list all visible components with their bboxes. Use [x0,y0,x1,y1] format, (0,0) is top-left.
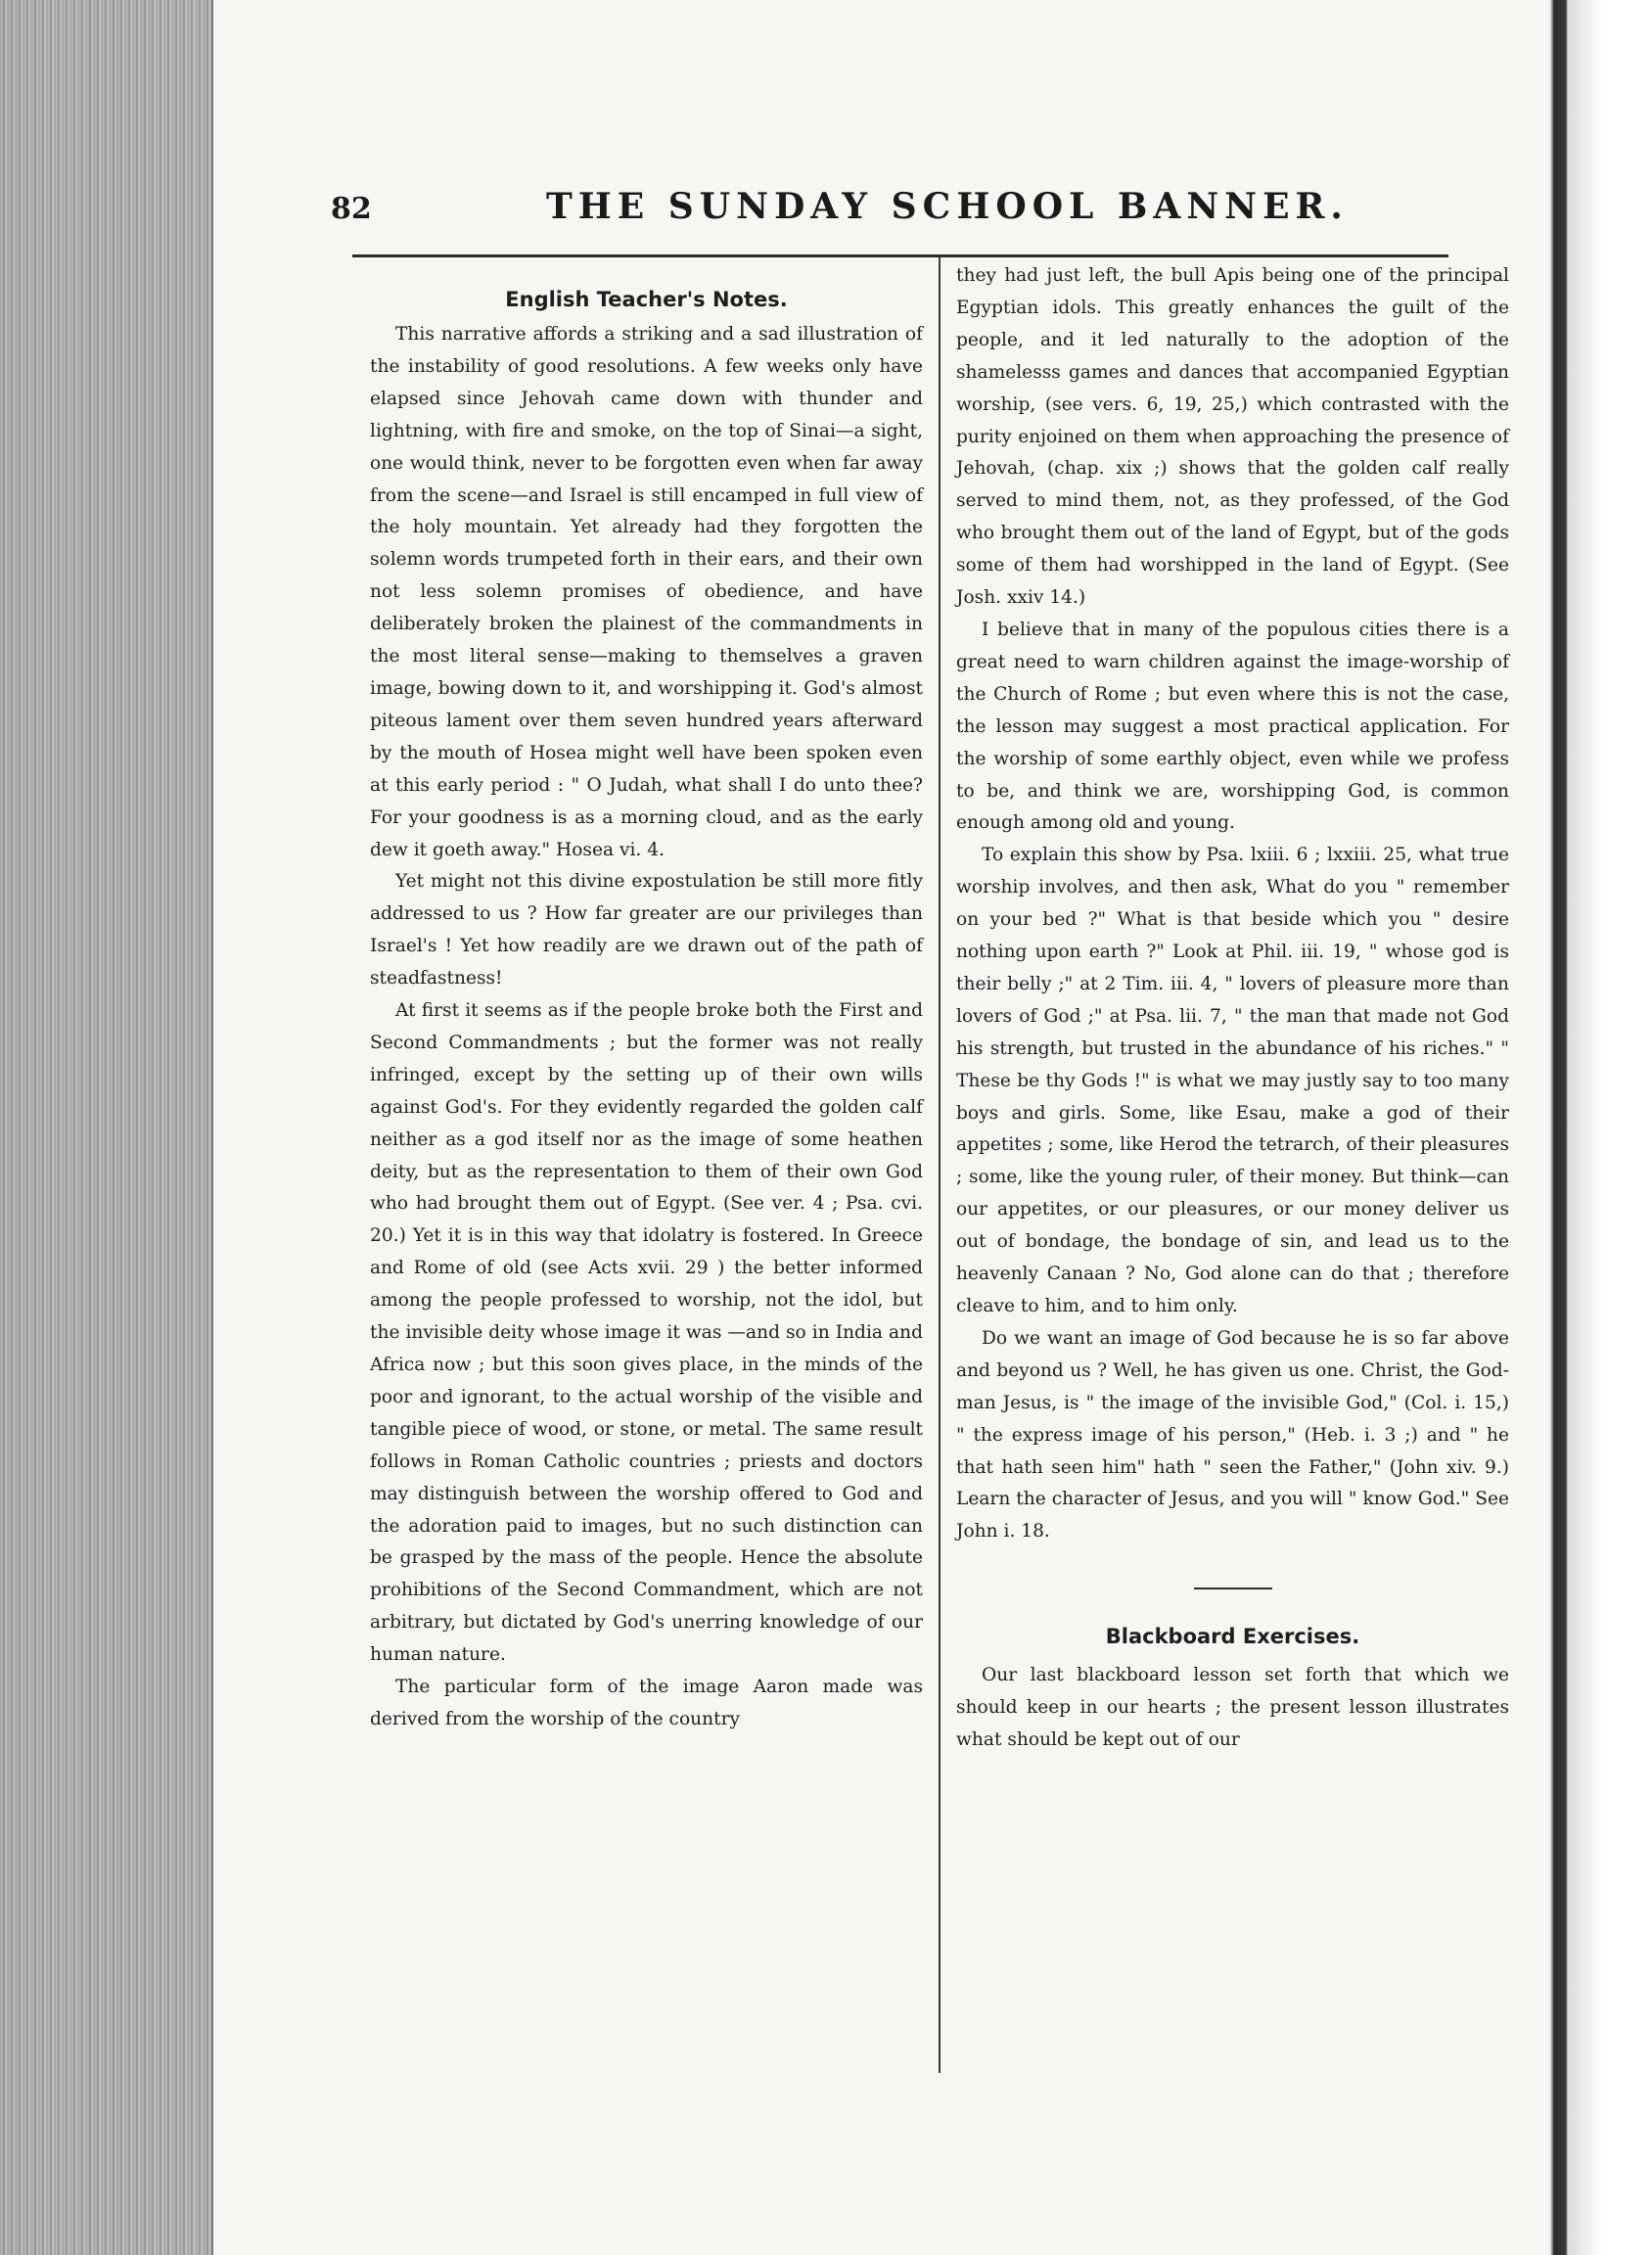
book-cover-edge [1544,0,1652,2255]
section-separator [1194,1588,1272,1589]
section-title-blackboard: Blackboard Exercises. [1105,1625,1360,1649]
page-header [331,186,1448,245]
paragraph: At first it seems as if the people broke both the First and Second Commandments ; but the former was not really infringed, except by the setting up of their own wills against God's. For they evidently regarded the golden calf neither as a god itself nor as the image of some heathen deity, but as the representation to them of their own God who had brought them out of Egypt. (See ver. 4 ; Psa. cvi. 20.) Yet it is in this way that idolatry is fostered. In Greece and Rome of old (see Acts xvii. 29 ) the better informed among the people professed to worship, not the idol, but the invisible deity whose image it was —and so in India and Africa now ; but this soon gives place, in the minds of the poor and ignorant, to the actual worship of the visible and tangible piece of wood, or stone, or metal. The same result follows in Roman Catholic countries ; priests and doctors may distinguish between the worship offered to God and the adoration paid to images, but no such distinction can be grasped by the mass of the people. Hence the absolute prohibitions of the Second Commandment, which are not arbitrary, but dictated by God's unerring knowledge of our human nature. [370,1000,923,1666]
column-divider [939,257,941,2073]
right-column [956,260,1509,1757]
paragraph: To explain this show by Psa. lxiii. 6 ; lxxiii. 25, what true worship involves, and then ask, What do you " remember on your bed ?" What is that beside which you " desire nothing upon earth ?" Look at Phil. iii. 19, " whose god is their belly ;" at 2 Tim. iii. 4, " lovers of pleasure more than lovers of God ;" at Psa. lii. 7, " the man that made not God his strength, but trusted in the abundance of his riches." " These be thy Gods !" is what we may justly say to too many boys and girls. Some, like Esau, make a god of their appetites ; some, like Herod the tetrarch, of their pleasures ; some, like the young ruler, of their money. But think—can our appetites, or our pleasures, or our money deliver us out of bondage, the bondage of sin, and lead us to the heavenly Canaan ? No, God alone can do that ; therefore cleave to him, and to him only. [956,845,1509,1316]
paragraph: This narrative affords a striking and a sad illustration of the instability of good resolutions. A few weeks only have elapsed since Jehovah came down with thunder and lightning, with fire and smoke, on the top of Sinai—a sight, one would think, never to be forgotten even when far away from the scene—and Israel is still encamped in full view of the holy mountain. Yet already had they forgotten the solemn words trumpeted forth in their ears, and their own not less solemn promises of obedience, and have deliberately broken the plainest of the commandments in the most literal sense—making to themselves a graven image, bowing down to it, and worshipping it. God's almost piteous lament over them seven hundred years afterward by the mouth of Hosea might well have been spoken even at this early period : " O Judah, what shall I do unto thee? For your goodness is as a morning cloud, and as the early dew it goeth away." Hosea vi. 4. [370,324,923,860]
header-rule [352,254,1448,257]
page-number: 82 [331,192,372,226]
left-column [370,280,923,1736]
section-title-teachers-notes: English Teacher's Notes. [505,288,788,311]
paragraph: I believe that in many of the populous cities there is a great need to warn children against the image-worship of the Church of Rome ; but even where this is not the case, the lesson may suggest a most practical application. For the worship of some earthly object, even while we profess to be, and think we are, worshipping God, is common enough among old and young. [956,619,1509,834]
paragraph: Do we want an image of God because he is so far above and beyond us ? Well, he has given us one. Christ, the God-man Jesus, is " the image of the invisible God," (Col. i. 15,) " the express image of his person," (Heb. i. 3 ;) and " he that hath seen him" hath " seen the Father," (John xiv. 9.) Learn the character of Jesus, and you will " know God." See John i. 18. [956,1327,1509,1542]
running-title: THE SUNDAY SCHOOL BANNER. [546,186,1349,227]
paragraph: Yet might not this divine expostulation be still more fitly addressed to us ? How far greater are our privileges than Israel's ! Yet how readily are we drawn out of the path of steadfastness! [370,871,923,989]
paragraph-continuation: they had just left, the bull Apis being one of the principal Egyptian idols. This greatly enhances the guilt of the people, and it led naturally to the adoption of the shamelesss games and dances that accompanied Egyptian worship, (see vers. 6, 19, 25,) which contrasted with the purity enjoined on them when approaching the presence of Jehovah, (chap. xix ;) shows that the golden calf really served to mind them, not, as they professed, of the God who brought them out of the land of Egypt, but of the gods some of them had worshipped in the land of Egypt. (See Josh. xxiv 14.) [956,265,1509,609]
paragraph: The particular form of the image Aaron made was derived from the worship of the country [370,1677,923,1729]
book-page-edges [0,0,213,2255]
paragraph: Our last blackboard lesson set forth that which we should keep in our hearts ; the present lesson illustrates what should be kept out of our [956,1665,1509,1751]
